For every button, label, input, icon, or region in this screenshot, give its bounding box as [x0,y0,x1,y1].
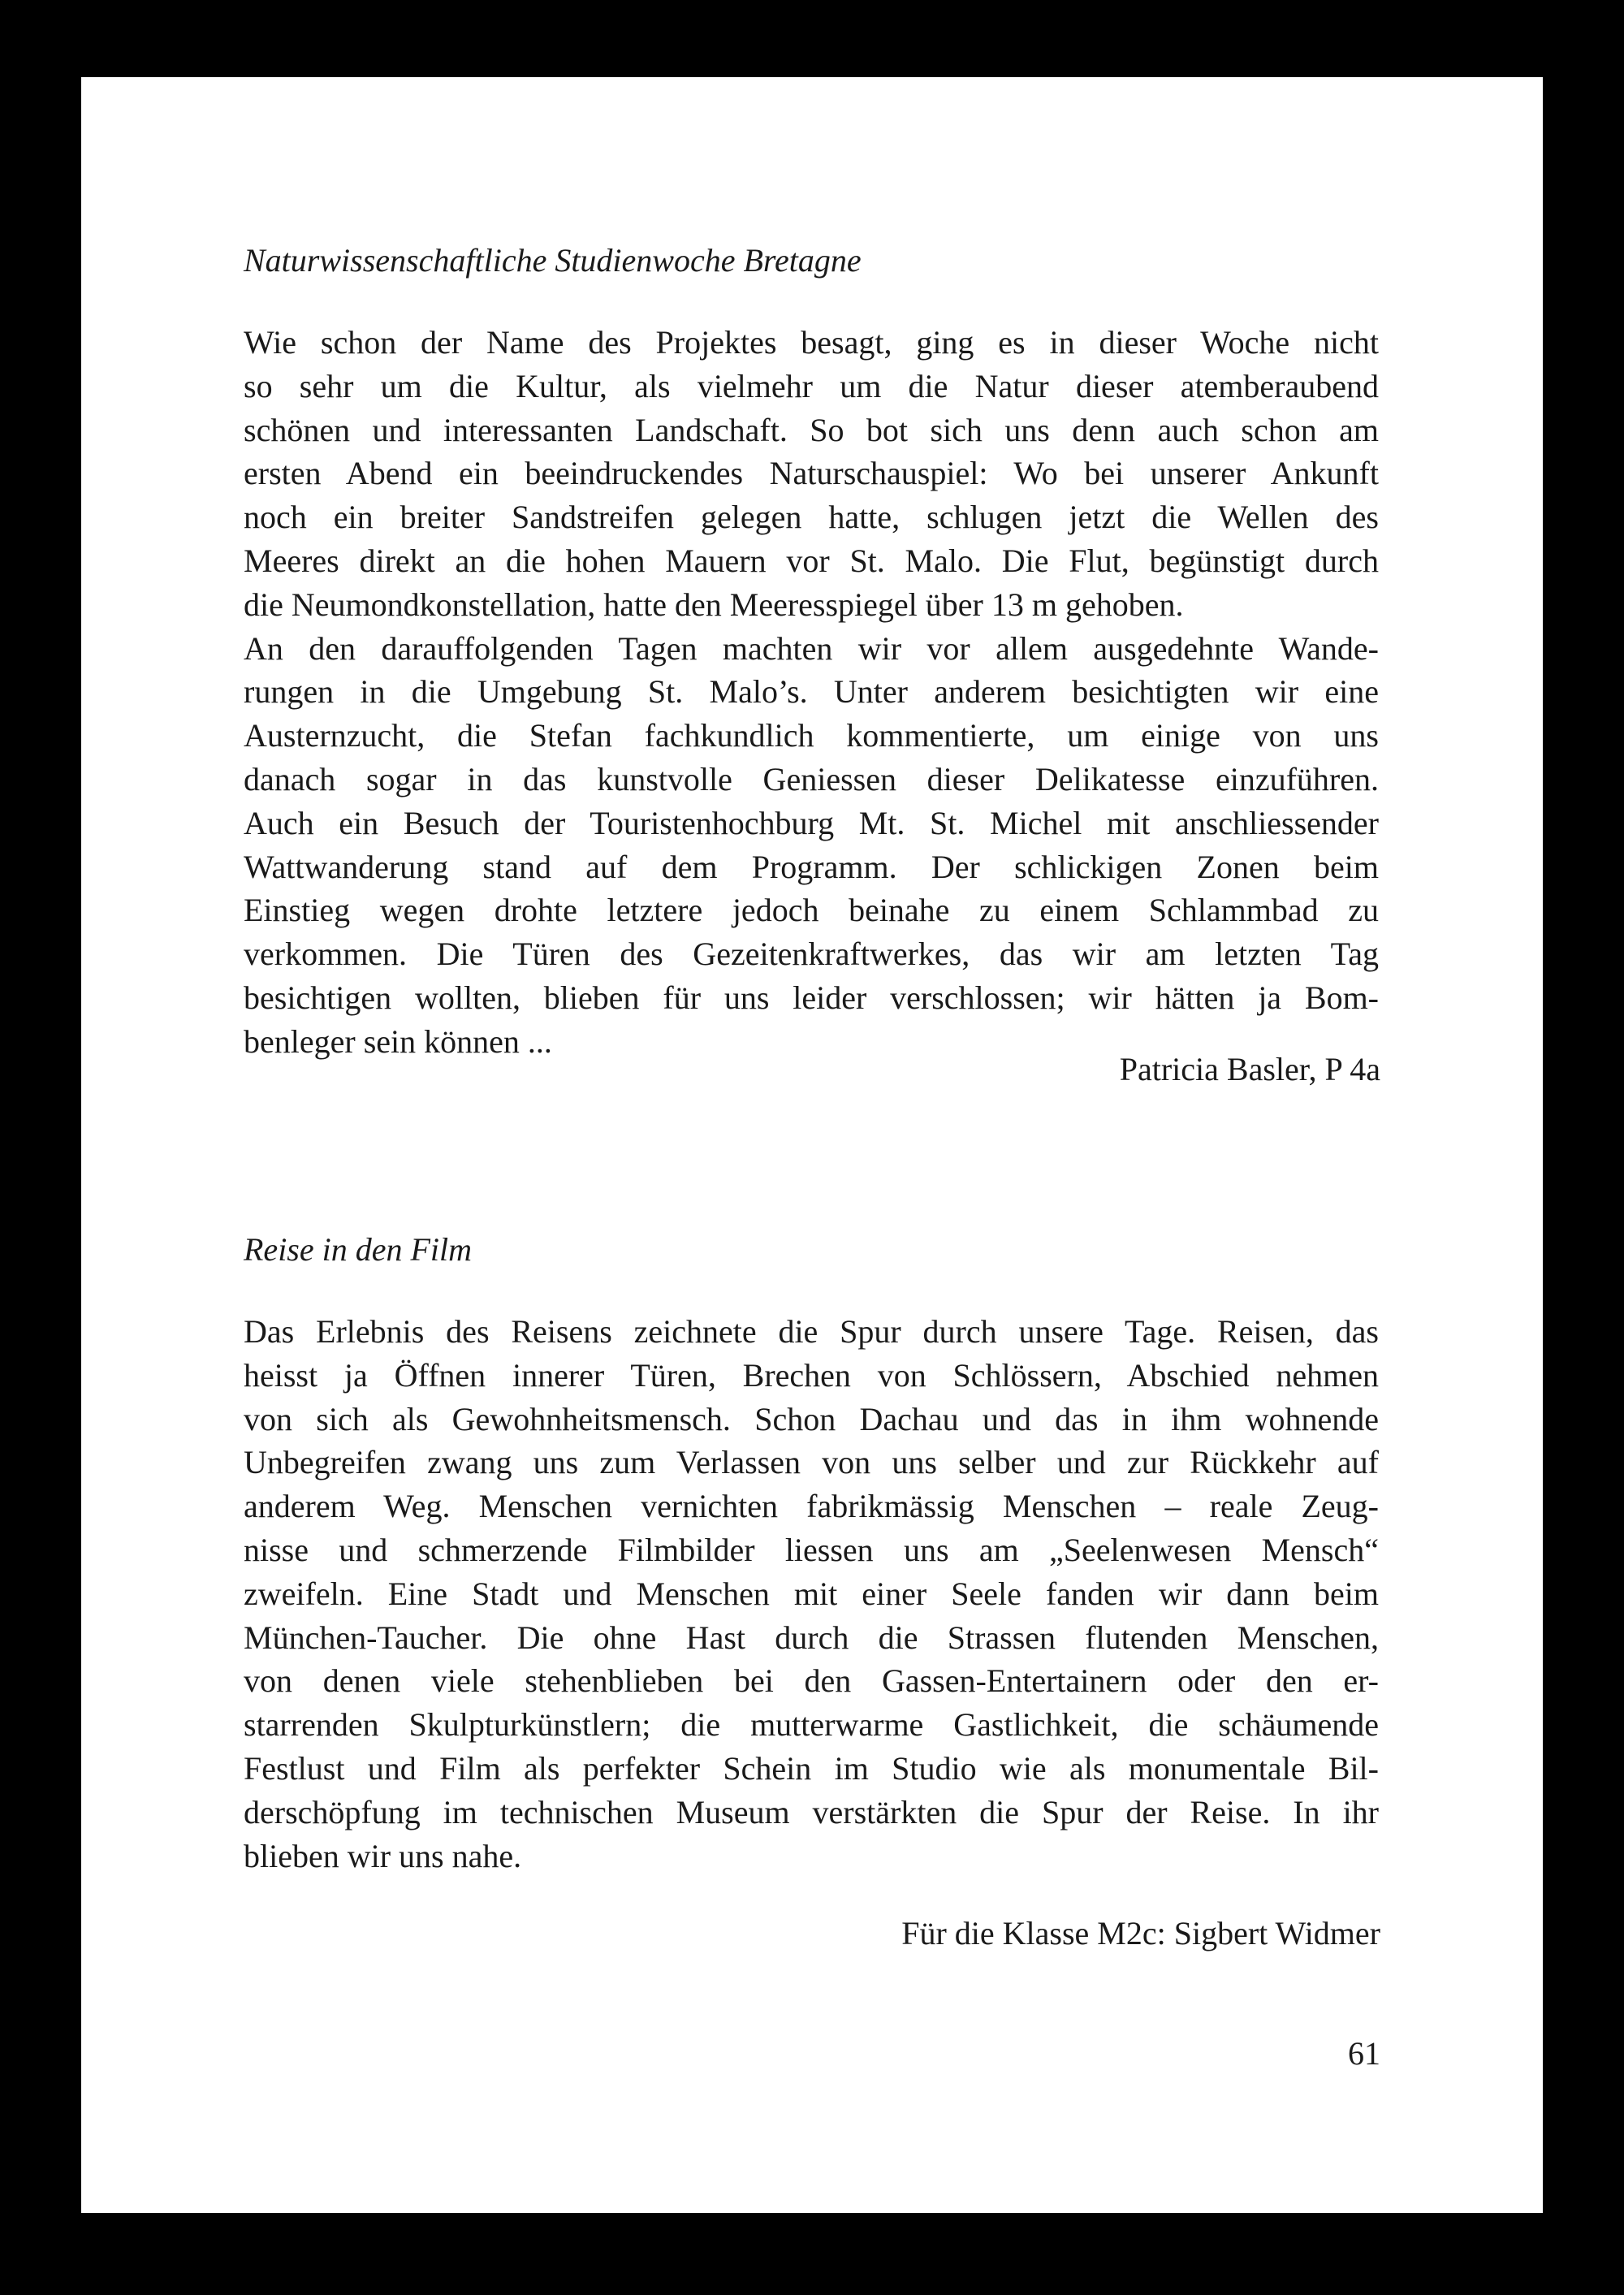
article-1-line: ersten Abend ein beeindruckendes Naturschauspiel: Wo bei unserer Ankunft [244,455,1379,492]
article-2-line: von denen viele stehenblieben bei den Gassen-Entertainern oder den er- [244,1662,1379,1700]
document-page [81,77,1543,2213]
article-1-line: An den darauffolgenden Tagen machten wir vor allem ausgedehnte Wande- [244,629,1379,667]
article-2-line: blieben wir uns nahe. [244,1837,522,1874]
article-1-line: rungen in die Umgebung St. Malo’s. Unter anderem besichtigten wir eine [244,673,1379,711]
article-1-line: Auch ein Besuch der Touristenhochburg Mt. St. Michel mit anschliessender [244,804,1379,841]
article-2-line: von sich als Gewohnheitsmensch. Schon Dachau und das in ihm wohnende [244,1400,1379,1437]
article-2-line: Festlust und Film als perfekter Schein im Studio wie als monumentale Bil- [244,1749,1379,1787]
article-1-line: benleger sein können ... [244,1022,552,1060]
page-number: 61 [1348,2035,1380,2072]
article-1-title: Naturwissenschaftliche Studienwoche Bretagne [244,242,862,279]
article-2-line: München-Taucher. Die ohne Hast durch die Strassen flutenden Menschen, [244,1619,1379,1656]
article-1-line: Wie schon der Name des Projektes besagt, ging es in dieser Woche nicht [244,324,1379,361]
article-1-line: so sehr um die Kultur, als vielmehr um die Natur dieser atemberaubend [244,367,1379,404]
article-1-line: Einstieg wegen drohte letztere jedoch beinahe zu einem Schlammbad zu [244,892,1379,929]
article-2-body [244,1310,1379,1878]
article-1-signature: Patricia Basler, P 4a [1119,1051,1380,1087]
article-2-line: Unbegreifen zwang uns zum Verlassen von uns selber und zur Rückkehr auf [244,1444,1379,1481]
article-1-line: noch ein breiter Sandstreifen gelegen hatte, schlugen jetzt die Wellen des [244,499,1379,536]
article-1-line: danach sogar in das kunstvolle Geniessen dieser Delikatesse einzuführen. [244,760,1379,797]
article-1-line: Meeres direkt an die hohen Mauern vor St. Malo. Die Flut, begünstigt durch [244,542,1379,579]
article-1-line: besichtigen wollten, blieben für uns leider verschlossen; wir hätten ja Bom- [244,979,1379,1016]
article-2-title: Reise in den Film [244,1231,473,1268]
article-1-line: Wattwanderung stand auf dem Programm. Der schlickigen Zonen beim [244,848,1379,885]
article-2-line: Das Erlebnis des Reisens zeichnete die Spur durch unsere Tage. Reisen, das [244,1313,1379,1350]
article-1-line: Austernzucht, die Stefan fachkundlich kommentierte, um einige von uns [244,717,1379,754]
article-2-line: heisst ja Öffnen innerer Türen, Brechen von Schlössern, Abschied nehmen [244,1356,1379,1394]
article-2-line: anderem Weg. Menschen vernichten fabrikmässig Menschen – reale Zeug- [244,1488,1379,1525]
article-2-line: zweifeln. Eine Stadt und Menschen mit einer Seele fanden wir dann beim [244,1575,1379,1612]
article-2-line: derschöpfung im technischen Museum verstärkten die Spur der Reise. In ihr [244,1793,1379,1830]
article-2-line: starrenden Skulpturkünstlern; die mutterwarme Gastlichkeit, die schäumende [244,1706,1379,1744]
article-2-signature: Für die Klasse M2c: Sigbert Widmer [901,1915,1380,1951]
article-2-line: nisse und schmerzende Filmbilder liessen uns am „Seelenwesen Mensch“ [244,1531,1379,1568]
article-1-line: schönen und interessanten Landschaft. So bot sich uns denn auch schon am [244,411,1379,448]
article-1-line: die Neumondkonstellation, hatte den Meeresspiegel über 13 m gehoben. [244,586,1184,623]
article-1-line: verkommen. Die Türen des Gezeitenkraftwerkes, das wir am letzten Tag [244,936,1379,973]
article-1-body [244,321,1379,1064]
